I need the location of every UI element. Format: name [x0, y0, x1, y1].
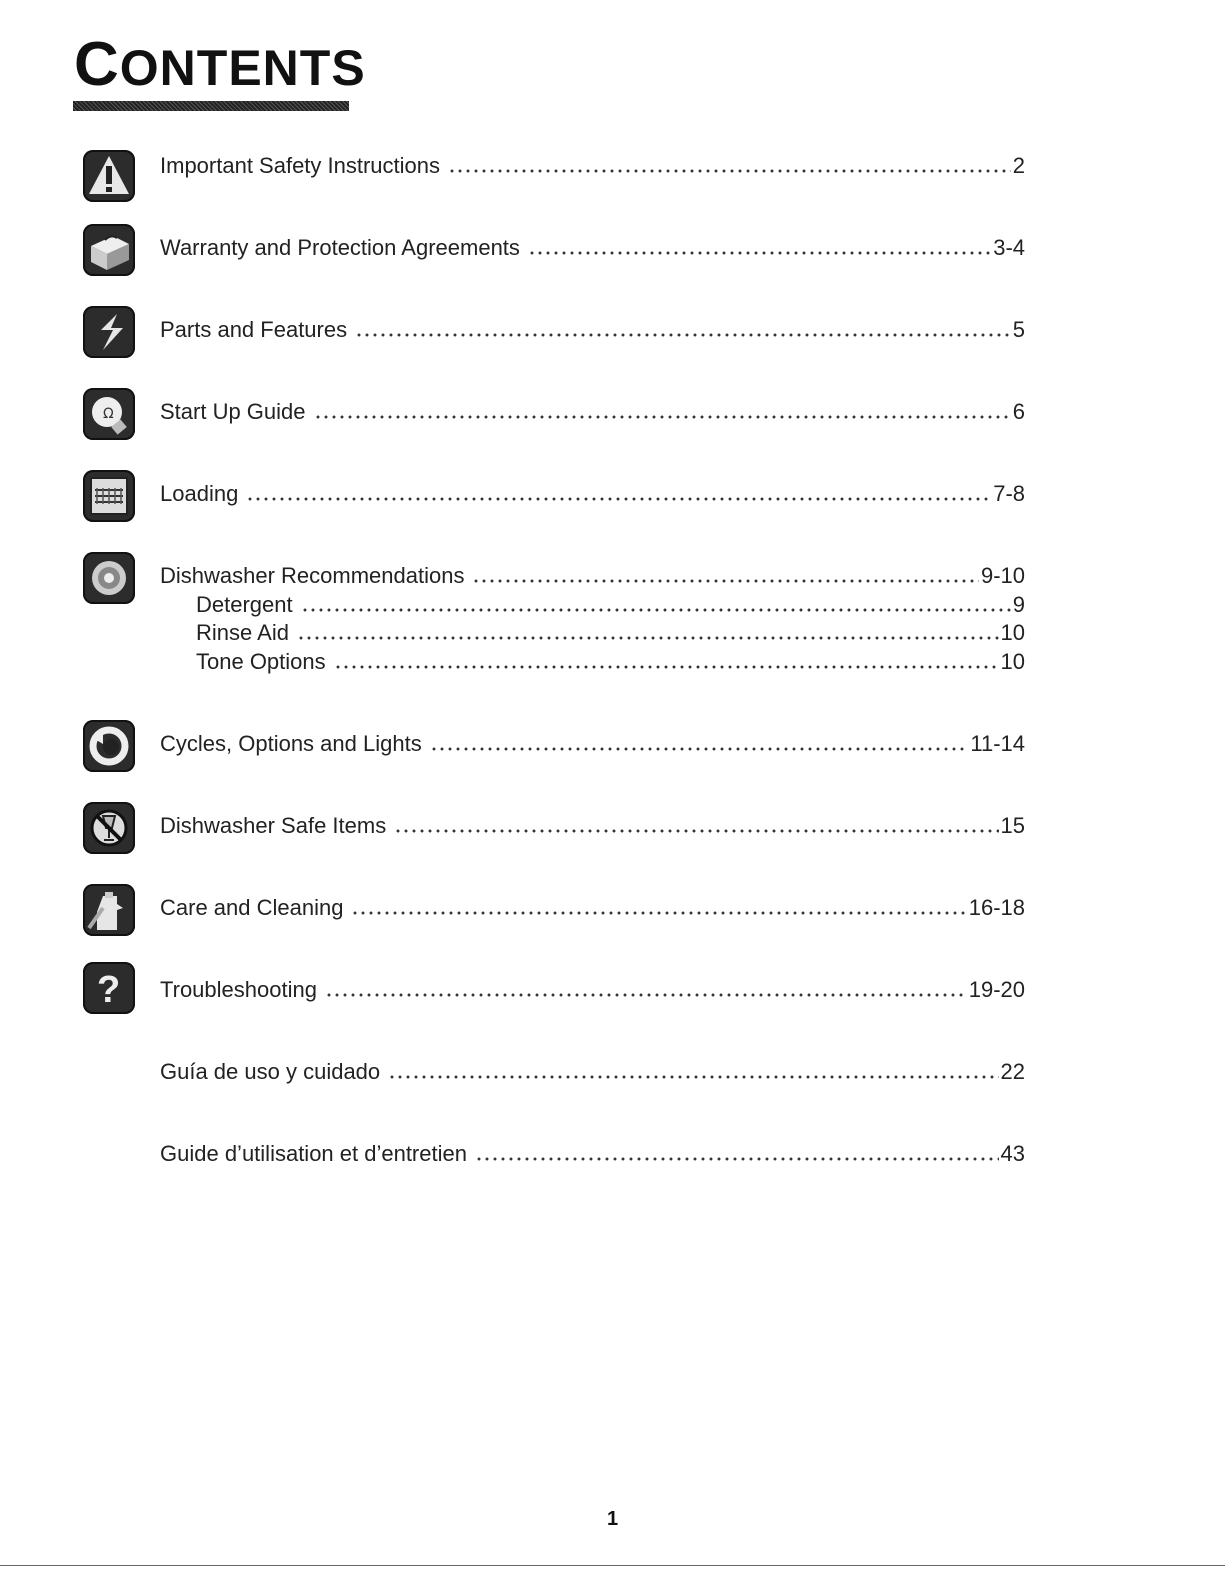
- toc-page: 43: [1000, 1141, 1025, 1166]
- toc-page: 9-10: [980, 563, 1025, 588]
- dot-leader: [472, 578, 978, 584]
- toc-entry-safety[interactable]: [160, 150, 1025, 180]
- toc-page: 16-18: [968, 895, 1025, 920]
- toc-label: Guide d’utilisation et d’entretien: [160, 1141, 467, 1166]
- toc-entry-detergent[interactable]: [196, 589, 1025, 619]
- toc-entry-tone-options[interactable]: [196, 646, 1025, 676]
- toc-entry-cycles[interactable]: [160, 728, 1025, 758]
- bottom-rule: [0, 1565, 1225, 1566]
- dot-leader: [334, 664, 999, 670]
- toc-label: Tone Options: [196, 649, 326, 674]
- page-number: 1: [606, 1508, 619, 1530]
- toc-label: Guía de uso y cuidado: [160, 1059, 381, 1084]
- dot-leader: [301, 607, 1011, 613]
- toc-entry-safe-items[interactable]: [160, 810, 1025, 840]
- title-initial: C: [74, 30, 120, 99]
- toc-entry-french-guide[interactable]: [160, 1138, 1025, 1168]
- toc-label: Loading: [160, 481, 239, 506]
- title-rest: ONTENTS: [119, 40, 366, 96]
- toc-label: Detergent: [196, 592, 293, 617]
- toc-label: Dishwasher Recommendations: [160, 563, 465, 588]
- toc-label: Cycles, Options and Lights: [160, 731, 422, 756]
- toolbox-icon: [83, 224, 135, 276]
- spray-bottle-icon: [83, 884, 135, 936]
- dot-leader: [475, 1156, 999, 1162]
- cycle-arrow-icon: [83, 720, 135, 772]
- dot-leader: [351, 910, 966, 916]
- dot-leader: [430, 746, 969, 752]
- toc-page: 7-8: [993, 481, 1025, 506]
- toc-entry-care[interactable]: [160, 892, 1025, 922]
- toc-label: Start Up Guide: [160, 399, 306, 424]
- question-icon: [83, 962, 135, 1014]
- toc-page: 9: [1012, 592, 1025, 617]
- dot-leader: [246, 496, 991, 502]
- dot-leader: [528, 250, 991, 256]
- toc-page: 19-20: [968, 977, 1025, 1002]
- toc-label: Warranty and Protection Agreements: [160, 235, 520, 260]
- toc-entry-troubleshooting[interactable]: [160, 974, 1025, 1004]
- toc-entry-startup[interactable]: [160, 396, 1025, 426]
- svg-text:?: ?: [97, 969, 121, 1011]
- lightbulb-icon: [83, 388, 135, 440]
- dot-leader: [325, 992, 967, 998]
- dot-leader: [314, 414, 1011, 420]
- toc-entry-recommendations[interactable]: [160, 560, 1025, 590]
- toc-page: 5: [1012, 317, 1025, 342]
- toc-label: Important Safety Instructions: [160, 153, 441, 178]
- toc-page: 15: [1000, 813, 1025, 838]
- contents-title: [74, 30, 366, 99]
- toc-label: Troubleshooting: [160, 977, 317, 1002]
- toc-label: Care and Cleaning: [160, 895, 344, 920]
- dot-leader: [355, 332, 1011, 338]
- no-glass-icon: [83, 802, 135, 854]
- toc-page: 11-14: [970, 731, 1025, 756]
- dot-leader: [388, 1074, 998, 1080]
- toc-page: 2: [1012, 153, 1025, 178]
- dot-leader: [448, 168, 1011, 174]
- toc-label: Parts and Features: [160, 317, 348, 342]
- toc-entry-loading[interactable]: [160, 478, 1025, 508]
- dishwasher-rack-icon: [83, 470, 135, 522]
- toc-page: 22: [1000, 1059, 1025, 1084]
- toc-label: Rinse Aid: [196, 620, 289, 645]
- dot-leader: [297, 635, 999, 641]
- toc-page: 10: [1000, 620, 1025, 645]
- toc-page: 3-4: [993, 235, 1025, 260]
- toc-entry-spanish-guide[interactable]: [160, 1056, 1025, 1086]
- title-underline: [73, 101, 349, 111]
- dot-leader: [394, 828, 998, 834]
- svg-text:Ω: Ω: [103, 406, 114, 422]
- toc-label: Dishwasher Safe Items: [160, 813, 387, 838]
- toc-page: 10: [1000, 649, 1025, 674]
- detergent-disc-icon: [83, 552, 135, 604]
- toc-entry-warranty[interactable]: [160, 232, 1025, 262]
- toc-entry-rinse-aid[interactable]: [196, 617, 1025, 647]
- toc-page: 6: [1012, 399, 1025, 424]
- hand-pointer-icon: [83, 306, 135, 358]
- warning-icon: [83, 150, 135, 202]
- toc-entry-parts[interactable]: [160, 314, 1025, 344]
